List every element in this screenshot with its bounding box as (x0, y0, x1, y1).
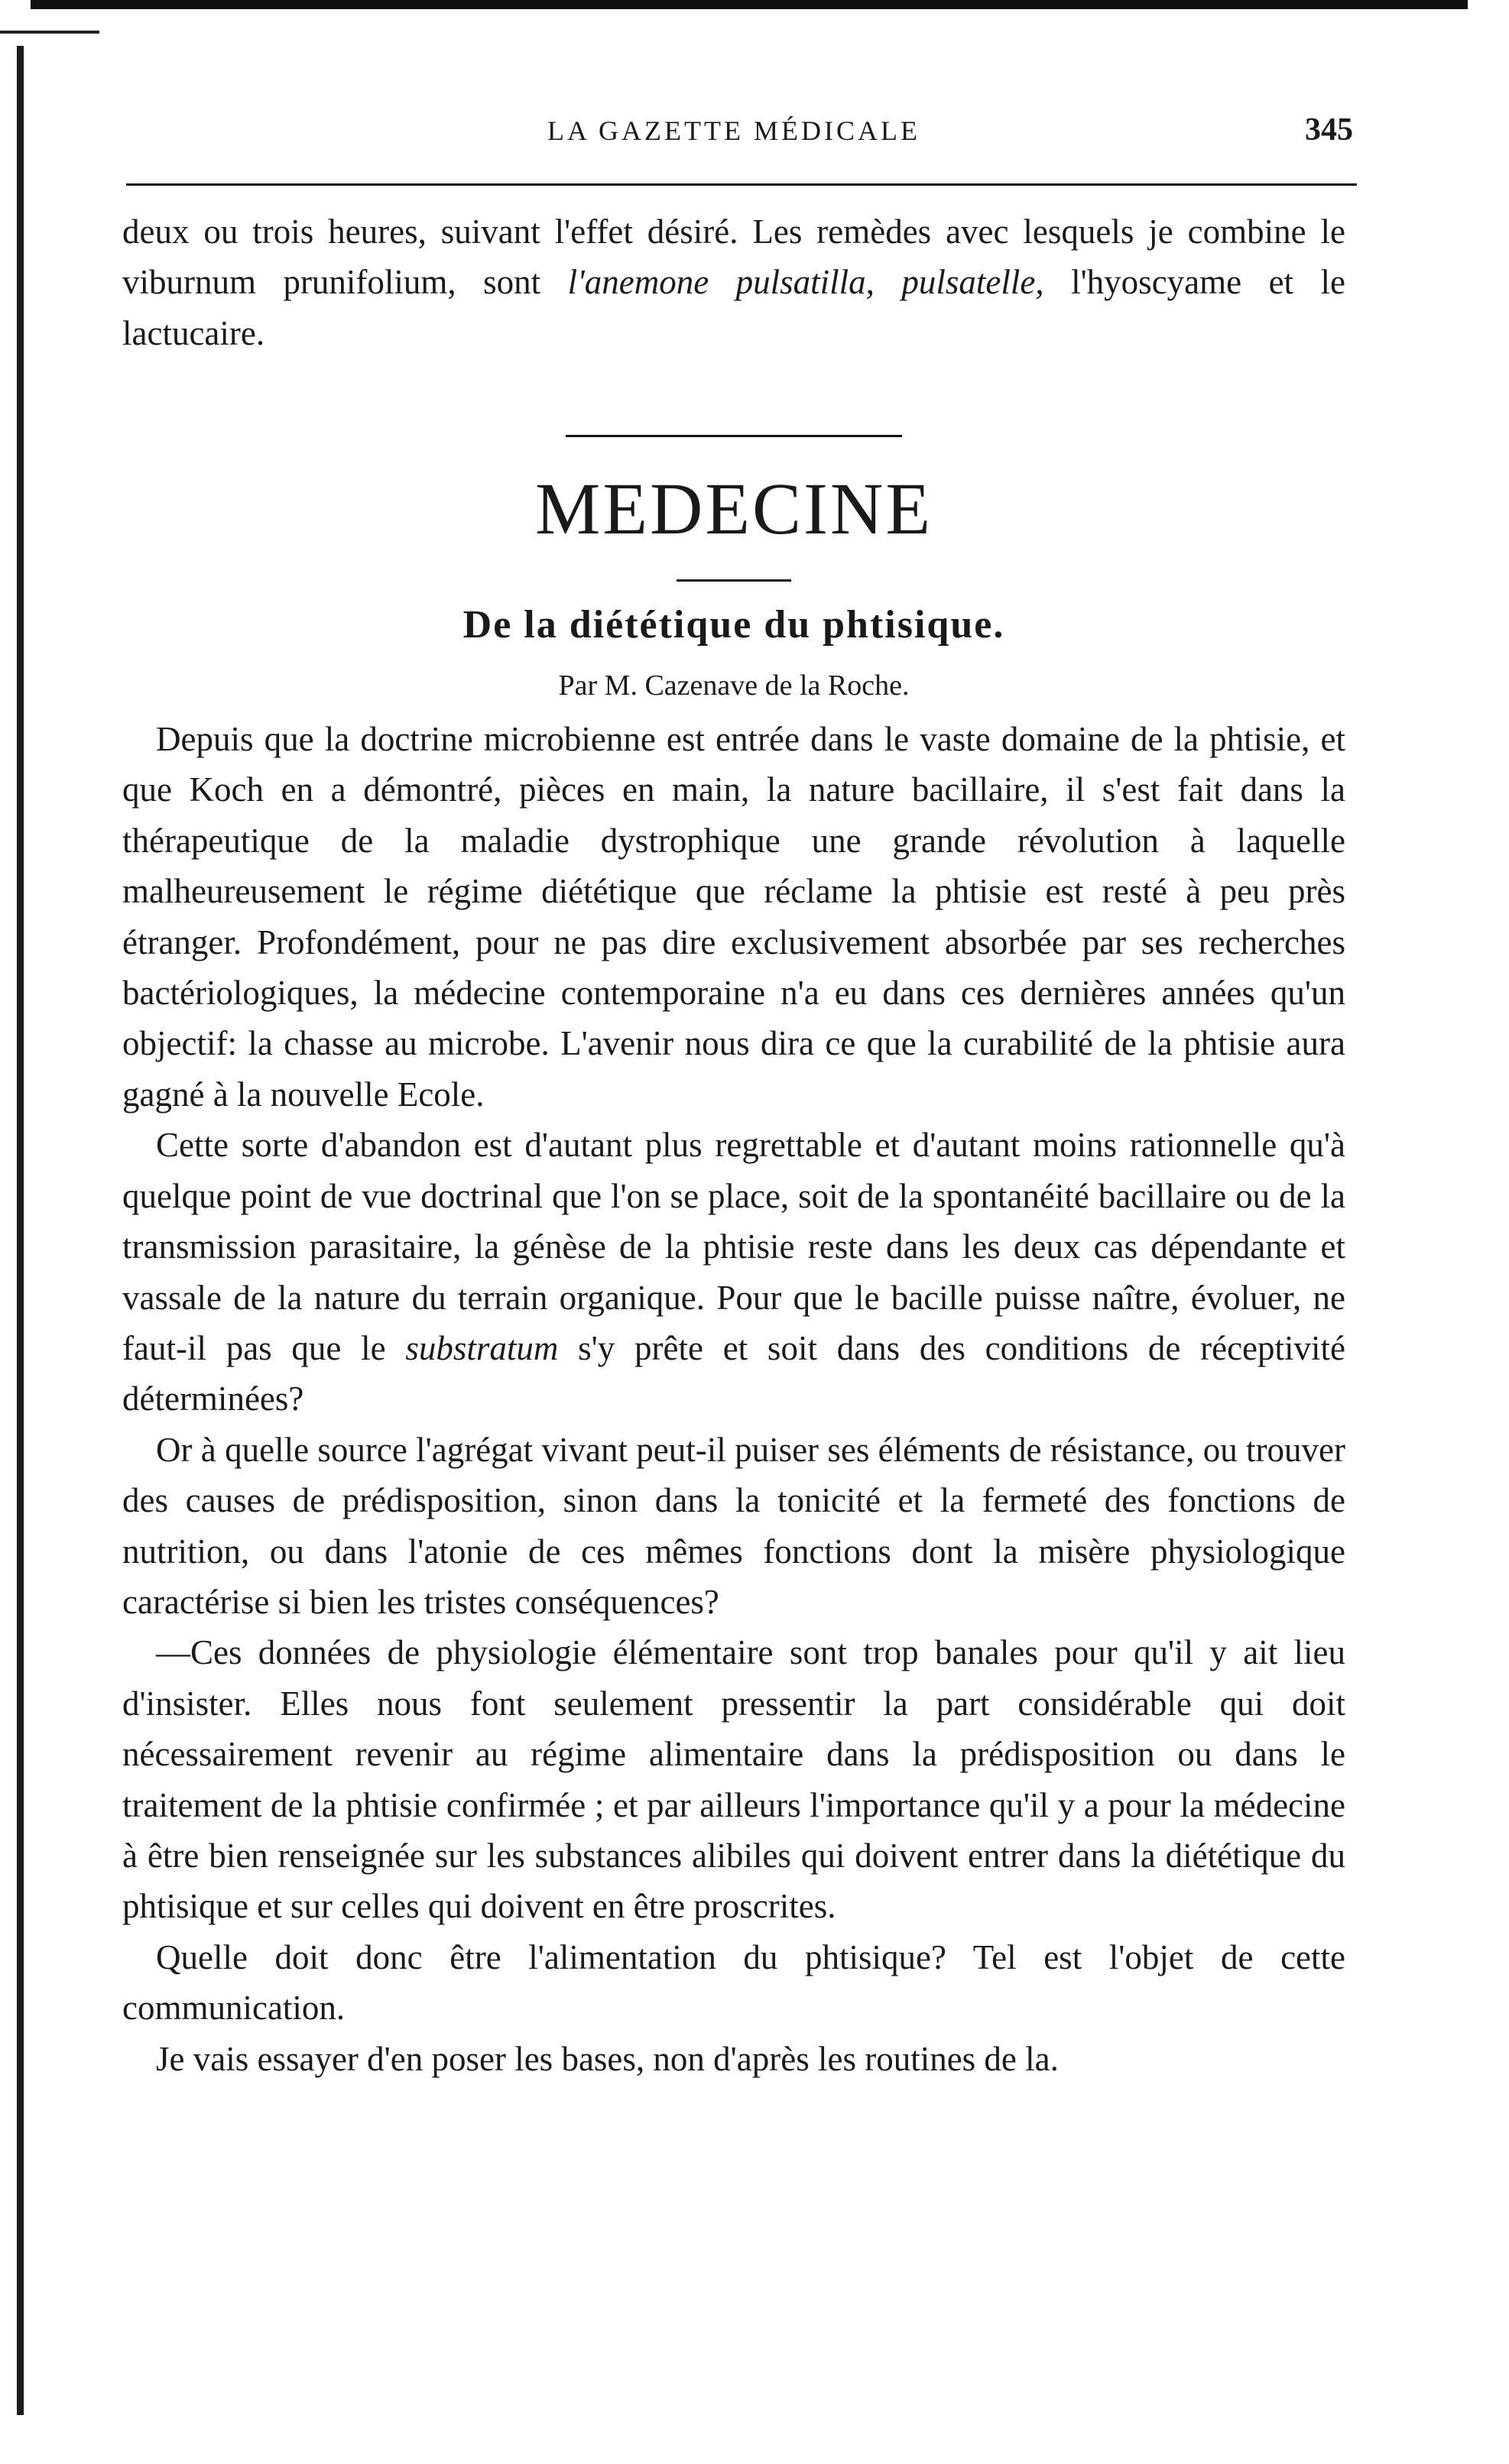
paragraph-5: Quelle doit donc être l'alimentation du phtisique? Tel est l'objet de cette communication. (122, 1937, 1345, 2028)
running-title: LA GAZETTE MÉDICALE (547, 115, 920, 146)
scan-top-left-mark (0, 31, 99, 34)
paragraph-3: Or à quelle source l'agrégat vivant peut-il puiser ses éléments de résistance, ou trouver des causes de prédisposition, sinon dans la tonicité et la fermeté des fonctions de nutrition, ou dans l'atonie de ces mêmes fonctions dont la misère physiologique caractérise si bien les tristes conséquences? (122, 1430, 1345, 1621)
paragraph-2-italic: substratum (405, 1328, 559, 1367)
paragraph-2-text: Cette sorte d'abandon est d'autant plus regrettable et d'autant moins rationnelle qu'à quelque point de vue doctrinal que l'on se place, soit de la spontanéité bacillaire ou de la transmission parasitaire, la génèse de la phtisie reste dans les deux cas dépendante et vassale de la nature du terrain organique. Pour que le bacille puisse naître, évoluer, ne faut-il pas que le (122, 1126, 1345, 1367)
byline: Par M. Cazenave de la Roche. (558, 669, 910, 702)
section-top-rule (566, 435, 902, 437)
continuation-text: deux ou trois heures, suivant l'effet désiré. Les remèdes avec lesquels je combine le viburnum prunifolium, sont (122, 212, 1345, 302)
continuation-text-end: l'hyoscyame et le lactucaire. (122, 263, 1345, 352)
document-page (122, 99, 1353, 2084)
page-number: 345 (1305, 112, 1353, 148)
paragraph-2-text-end: s'y prête et soit dans des conditions de réceptivité déterminées? (122, 1328, 1345, 1418)
continuation-paragraph (122, 206, 1345, 358)
running-head (122, 99, 1353, 168)
article-title: De la diététique du phtisique. (462, 603, 1005, 647)
section-bottom-rule (677, 579, 791, 582)
section-title: MEDECINE (535, 468, 933, 550)
scan-binding-edge (17, 46, 24, 2415)
scan-top-rule (31, 0, 1468, 9)
header-rule (126, 183, 1357, 186)
paragraph-6: Je vais essayer d'en poser les bases, non d'après les routines de la. (156, 2039, 1059, 2078)
paragraph-1: Depuis que la doctrine microbienne est entrée dans le vaste domaine de la phtisie, et que Koch en a démontré, pièces en main, la nature bacillaire, il s'est fait dans la thérapeutique de la maladie dystrophique une grande révolution à laquelle malheureusement le régime diététique que réclame la phtisie est resté à peu près étranger. Profondément, pour ne pas dire exclusivement absorbée par ses recherches bactériologiques, la médecine contemporaine n'a eu dans ces dernières années qu'un objectif: la chasse au microbe. L'avenir nous dira ce que la curabilité de la phtisie aura gagné à la nouvelle Ecole. (122, 720, 1345, 1114)
paragraph-2 (122, 1120, 1345, 1424)
continuation-italic: l'anemone pulsatilla, pulsatelle, (567, 263, 1044, 302)
body-text (122, 206, 1345, 2084)
paragraph-4: —Ces données de physiologie élémentaire sont trop banales pour qu'il y ait lieu d'insister. Elles nous font seulement pressentir la part considérable qui doit nécessairement revenir au régime alimentaire dans la prédisposition ou dans le traitement de la phtisie confirmée ; et par ailleurs l'importance qu'il y a pour la médecine à être bien renseignée sur les substances alibiles qui doivent entrer dans la diététique du phtisique et sur celles qui doivent en être proscrites. (122, 1633, 1345, 1926)
